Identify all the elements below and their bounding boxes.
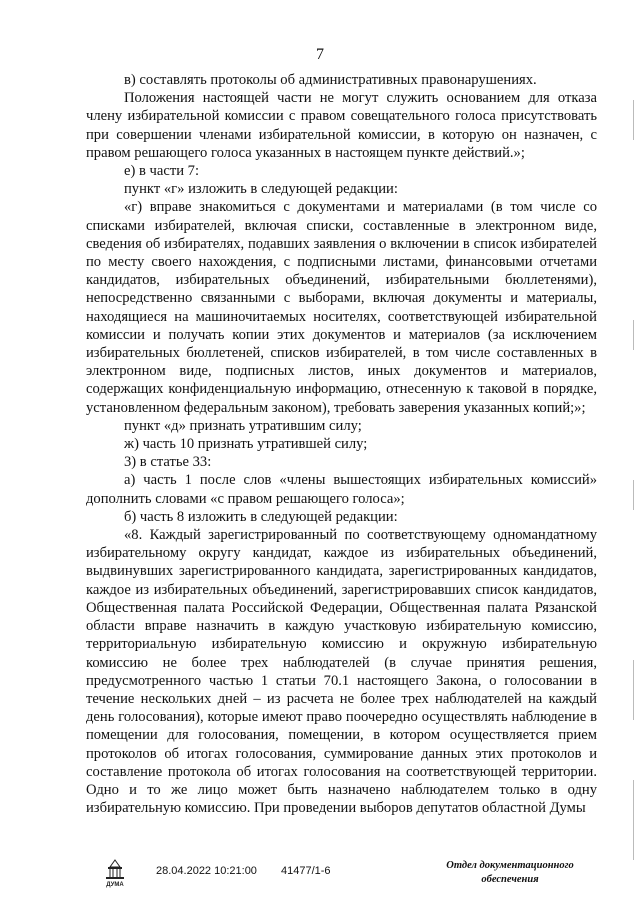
scan-mark (633, 480, 634, 510)
paragraph: «г) вправе знакомиться с документами и материалами (в том числе со списками избирателей, включая списки, составленные в электронном виде, сведения об избирателях, подавших заявления о включении в список избирателей по месту своего нахождения, с подписными листами, финансовыми отчетами кандидатов, избирательных объединений, избирательными бюллетенями), непосредственно связанными с выборами, включая документы и материалы, находящиеся на машиночитаемых носителях, соответствующей избирательной комиссии и получать копии этих документов и материалов (за исключением избирательных бюллетеней, списков избирателей, в том числе составленных в электронном виде, подписных листов, иных документов и материалов, содержащих конфиденциальную информацию, отнесенную к таковой в порядке, установленном федеральным законом), требовать заверения указанных копий;»; (86, 199, 597, 416)
paragraph: Положения настоящей части не могут служить основанием для отказа члену избирательной комиссии с правом совещательного голоса присутствовать при совершении членами избирательной комиссии, в которую он назначен, с правом решающего голоса указанных в настоящем пункте действий.»; (86, 90, 597, 161)
paragraph: в) составлять протоколы об административных правонарушениях. (124, 72, 537, 88)
scan-mark (633, 100, 634, 140)
paragraph: пункт «д» признать утратившим силу; (124, 417, 362, 434)
paragraph: 3) в статье 33: (124, 454, 212, 471)
paragraph: пункт «г» изложить в следующей редакции: (124, 181, 398, 198)
scan-mark (633, 660, 634, 720)
duma-emblem-icon (100, 858, 130, 888)
page-number: 7 (316, 46, 324, 63)
logo-text: ДУМА (106, 882, 124, 888)
margin-scan-marks (630, 100, 634, 880)
scan-mark (633, 320, 634, 350)
document-body (86, 71, 597, 817)
paragraph: «8. Каждый зарегистрированный по соответствующему одномандатному избирательному округу кандидат, каждое из избирательных объединений, выдвинувших зарегистрированного кандидата, зарегистрированных кандидатов, каждое из избирательных объединений, зарегистрировавших список кандидатов, Общественная палата Российской Федерации, Общественная палата Рязанской области вправе назначить в каждую участковую избирательную комиссию, территориальную избирательную комиссию и окружную избирательную комиссию не более трех наблюдателей (в случае принятия решения, предусмотренного частью 1 статьи 70.1 настоящего Закона, о голосовании в течение нескольких дней – из расчета не более трех наблюдателей на каждый день голосования), которые имеют право поочередно осуществлять наблюдение в помещении для голосования, помещении, в котором осуществляется прием протоколов об итогах голосования, суммирование данных этих протоколов и составление протокола об итогах голосования на соответствующей территории. Одно и то же лицо может быть назначено наблюдателем только в одну избирательную комиссию. При проведении выборов депутатов областной Думы (86, 527, 597, 817)
scan-mark (633, 780, 634, 860)
document-footer (0, 858, 640, 903)
footer-date: 28.04.2022 10:21:00 (156, 865, 257, 877)
footer-department-line2: обеспечения (481, 874, 539, 885)
paragraph: ж) часть 10 признать утратившей силу; (124, 436, 368, 453)
footer-department (440, 859, 580, 887)
footer-reg-number: 41477/1-6 (281, 865, 331, 877)
footer-department-line1: Отдел документационного (446, 860, 574, 871)
paragraph: б) часть 8 изложить в следующей редакции: (124, 508, 398, 525)
paragraph: е) в части 7: (124, 163, 200, 180)
paragraph: а) часть 1 после слов «члены вышестоящих избирательных комиссий» дополнить словами «с правом решающего голоса»; (86, 472, 597, 507)
